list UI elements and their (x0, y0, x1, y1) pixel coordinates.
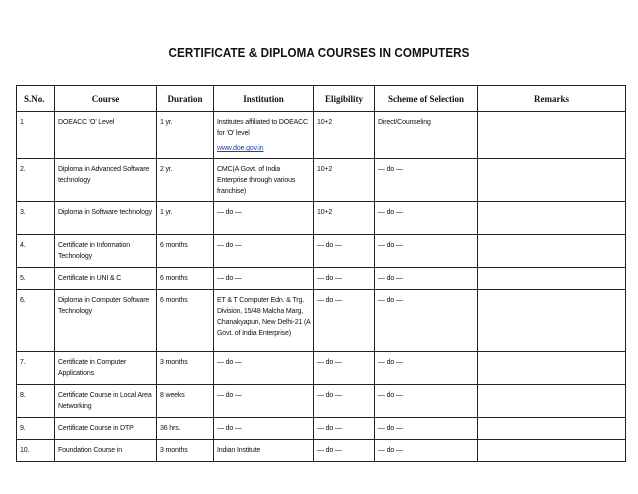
cell-eligibility: — do — (314, 235, 375, 268)
cell-sno: 2. (17, 159, 55, 202)
cell-scheme: — do — (375, 440, 478, 462)
cell-sno: 9. (17, 418, 55, 440)
cell-institution: — do — (214, 418, 314, 440)
cell-remarks (478, 202, 626, 235)
institution-link[interactable]: www.doe.gov.in (217, 145, 264, 152)
cell-course: Certificate Course in DTP (55, 418, 157, 440)
cell-sno: 5. (17, 268, 55, 290)
table-row (17, 235, 626, 268)
cell-sno: 3. (17, 202, 55, 235)
cell-scheme: — do — (375, 418, 478, 440)
cell-scheme: Direct/Counseling (375, 112, 478, 159)
cell-institution (214, 112, 314, 159)
cell-institution: ET & T Computer Edn. & Trg. Division, 15/48 Malcha Marg, Chanakyapuri, New Delhi-21 (A Govt. of India Enterprise) (214, 290, 314, 352)
cell-institution: — do — (214, 268, 314, 290)
cell-eligibility: 10+2 (314, 112, 375, 159)
header-eligibility: Eligibility (314, 86, 375, 112)
cell-remarks (478, 418, 626, 440)
cell-scheme: — do — (375, 385, 478, 418)
cell-sno: 4. (17, 235, 55, 268)
cell-remarks (478, 385, 626, 418)
cell-sno: 8. (17, 385, 55, 418)
cell-duration: 8 weeks (157, 385, 214, 418)
cell-remarks (478, 159, 626, 202)
cell-remarks (478, 440, 626, 462)
cell-course: Certificate in Information Technology (55, 235, 157, 268)
cell-duration: 1 yr. (157, 112, 214, 159)
cell-scheme: — do — (375, 268, 478, 290)
cell-eligibility: — do — (314, 440, 375, 462)
institution-text: Institutes affiliated to DOEACC for 'O' level (217, 119, 308, 137)
cell-scheme: — do — (375, 290, 478, 352)
cell-eligibility: 10+2 (314, 202, 375, 235)
cell-scheme: — do — (375, 202, 478, 235)
table-row (17, 290, 626, 352)
cell-duration: 6 months (157, 268, 214, 290)
cell-duration: 2 yr. (157, 159, 214, 202)
cell-course: Foundation Course in (55, 440, 157, 462)
table-header-row (17, 86, 626, 112)
cell-remarks (478, 235, 626, 268)
cell-scheme: — do — (375, 352, 478, 385)
cell-duration: 3 months (157, 440, 214, 462)
table-row (17, 418, 626, 440)
cell-remarks (478, 290, 626, 352)
cell-institution: — do — (214, 385, 314, 418)
courses-table (16, 85, 626, 462)
cell-remarks (478, 112, 626, 159)
header-institution: Institution (214, 86, 314, 112)
page-title: CERTIFICATE & DIPLOMA COURSES IN COMPUTERS (168, 46, 470, 60)
table-row (17, 385, 626, 418)
cell-scheme: — do — (375, 159, 478, 202)
cell-sno: 7. (17, 352, 55, 385)
cell-course: Certificate Course in Local Area Networking (55, 385, 157, 418)
header-remarks: Remarks (478, 86, 626, 112)
cell-eligibility: — do — (314, 268, 375, 290)
cell-course: Certificate in Computer Applications (55, 352, 157, 385)
cell-sno: 6. (17, 290, 55, 352)
cell-institution: — do — (214, 202, 314, 235)
cell-course: DOEACC 'O' Level (55, 112, 157, 159)
cell-duration: 3 months (157, 352, 214, 385)
header-sno: S.No. (17, 86, 55, 112)
cell-duration: 6 months (157, 290, 214, 352)
cell-institution: — do — (214, 235, 314, 268)
cell-duration: 36 hrs. (157, 418, 214, 440)
cell-eligibility: — do — (314, 352, 375, 385)
cell-sno: 10. (17, 440, 55, 462)
table-row (17, 159, 626, 202)
cell-course: Diploma in Advanced Software technology (55, 159, 157, 202)
cell-course: Diploma in Software technology (55, 202, 157, 235)
cell-sno: 1 (17, 112, 55, 159)
cell-institution: Indian Institute (214, 440, 314, 462)
cell-course: Diploma in Computer Software Technology (55, 290, 157, 352)
cell-eligibility: 10+2 (314, 159, 375, 202)
cell-institution: — do — (214, 352, 314, 385)
cell-institution: CMC(A Govt. of India Enterprise through various franchise) (214, 159, 314, 202)
header-course: Course (55, 86, 157, 112)
cell-course: Certificate in UNI & C (55, 268, 157, 290)
cell-eligibility: — do — (314, 385, 375, 418)
cell-remarks (478, 352, 626, 385)
cell-duration: 6 months (157, 235, 214, 268)
table-row (17, 352, 626, 385)
cell-eligibility: — do — (314, 290, 375, 352)
cell-eligibility: — do — (314, 418, 375, 440)
table-row (17, 268, 626, 290)
table-row (17, 112, 626, 159)
cell-remarks (478, 268, 626, 290)
header-duration: Duration (157, 86, 214, 112)
cell-duration: 1 yr. (157, 202, 214, 235)
table-row (17, 202, 626, 235)
header-scheme: Scheme of Selection (375, 86, 478, 112)
table-row (17, 440, 626, 462)
cell-scheme: — do — (375, 235, 478, 268)
